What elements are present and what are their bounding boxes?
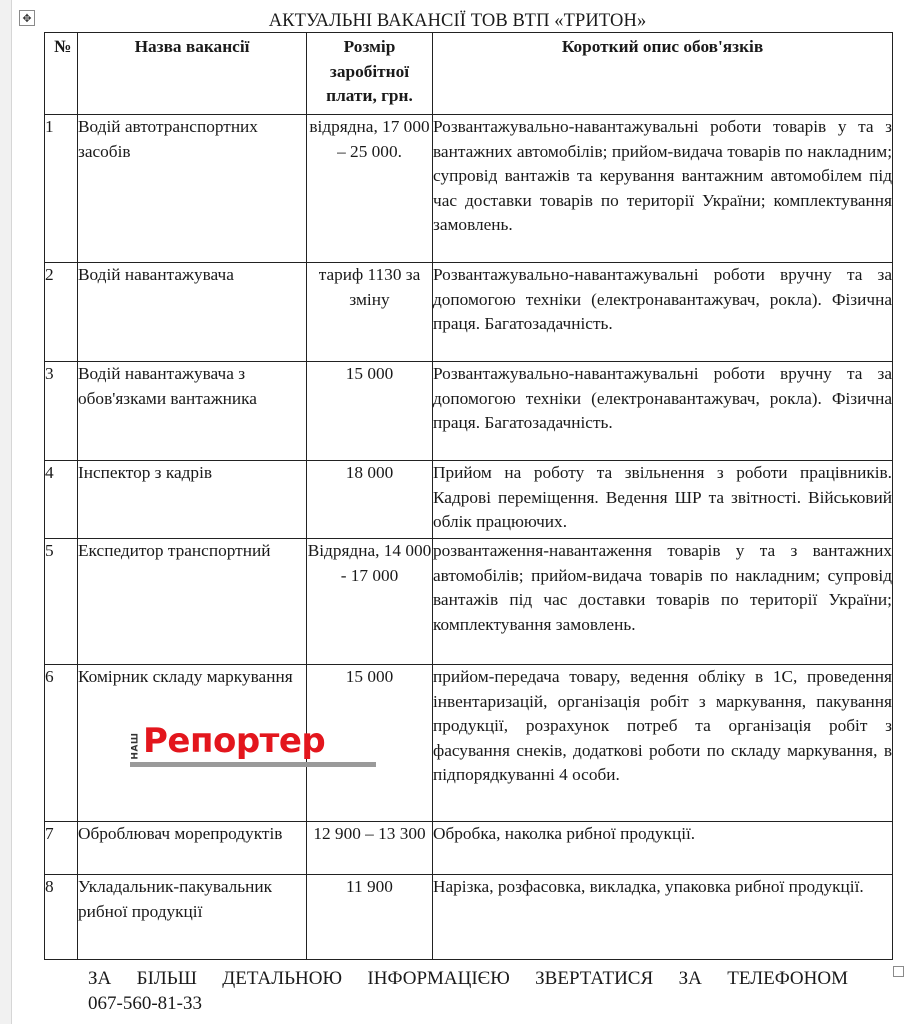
vacancy-title: Водій автотранспортних засобів <box>78 115 307 263</box>
vacancy-description: прийом-передача товару, ведення обліку в 1С, проведення інвентаризацій, організація робіт з маркування, пакування продукції, розрахунок потреб та організація робіт з фасування снеків, додаткові роботи по складу маркування, в підпорядкуванні 4 особи. <box>433 665 893 822</box>
watermark-logo <box>130 723 380 767</box>
vacancy-description: Нарізка, розфасовка, викладка, упаковка рибної продукції. <box>433 875 893 960</box>
column-header-description: Короткий опис обов'язків <box>433 33 893 115</box>
contact-footer <box>88 967 848 1017</box>
vacancy-title: Водій навантажувача з обов'язками вантажника <box>78 362 307 461</box>
footer-phone: 067-560-81-33 <box>88 992 202 1014</box>
vacancy-number: 1 <box>45 115 78 263</box>
table-header-row <box>45 33 893 115</box>
vacancy-description: Розвантажувально-навантажувальні роботи товарів у та з вантажних автомобілів; прийом-видача товарів по накладним; супровід вантажів та керування вантажним автомобілем під час доставки товарів по території України; комплектування замовлень. <box>433 115 893 263</box>
vacancy-number: 3 <box>45 362 78 461</box>
vacancy-number: 5 <box>45 539 78 665</box>
vacancy-title: Оброблювач морепродуктів <box>78 822 307 875</box>
document-title: АКТУАЛЬНІ ВАКАНСІЇ ТОВ ВТП «ТРИТОН» <box>268 11 647 31</box>
vacancy-title: Інспектор з кадрів <box>78 461 307 539</box>
vacancy-salary: 15 000 <box>307 665 433 822</box>
vacancy-title: Укладальник-пакувальник рибної продукції <box>78 875 307 960</box>
vacancy-number: 4 <box>45 461 78 539</box>
vacancy-description: Розвантажувально-навантажувальні роботи вручну та за допомогою техніки (електронавантажувач, рокла). Фізична праця. Багатозадачність. <box>433 362 893 461</box>
table-row <box>45 461 893 539</box>
column-header-salary: Розмір заробітної плати, грн. <box>307 33 433 115</box>
vacancy-salary: тариф 1130 за зміну <box>307 263 433 362</box>
watermark-big-text: Репортер <box>143 721 326 761</box>
table-row <box>45 115 893 263</box>
vacancy-salary: 12 900 – 13 300 <box>307 822 433 875</box>
vacancy-salary: відрядна, 17 000 – 25 000. <box>307 115 433 263</box>
watermark-small-text: НАШ <box>131 732 141 760</box>
vacancy-number: 7 <box>45 822 78 875</box>
vacancy-number: 6 <box>45 665 78 822</box>
vacancy-salary: Відрядна, 14 000 - 17 000 <box>307 539 433 665</box>
table-row <box>45 875 893 960</box>
left-margin-ruler <box>0 0 12 1024</box>
vacancy-title: Комірник складу маркування <box>78 665 307 822</box>
vacancy-description: Прийом на роботу та звільнення з роботи працівників. Кадрові переміщення. Ведення ШР та звітності. Військовий облік працюючих. <box>433 461 893 539</box>
vacancy-number: 2 <box>45 263 78 362</box>
vacancy-salary: 11 900 <box>307 875 433 960</box>
table-row <box>45 822 893 875</box>
vacancy-title: Експедитор транспортний <box>78 539 307 665</box>
table-row <box>45 539 893 665</box>
vacancy-description: Розвантажувально-навантажувальні роботи вручну та за допомогою техніки (електронавантажувач, рокла). Фізична праця. Багатозадачність. <box>433 263 893 362</box>
table-resize-handle-icon[interactable] <box>893 966 904 977</box>
table-move-handle-icon[interactable]: ✥ <box>19 10 35 26</box>
footer-text: ЗА БІЛЬШ ДЕТАЛЬНОЮ ІНФОРМАЦІЄЮ ЗВЕРТАТИСЯ ЗА ТЕЛЕФОНОМ <box>88 968 848 989</box>
watermark-underline <box>130 762 376 767</box>
table-row <box>45 362 893 461</box>
vacancy-number: 8 <box>45 875 78 960</box>
vacancy-title: Водій навантажувача <box>78 263 307 362</box>
column-header-title: Назва вакансії <box>78 33 307 115</box>
vacancy-salary: 15 000 <box>307 362 433 461</box>
column-header-number: № <box>45 33 78 115</box>
table-row <box>45 263 893 362</box>
vacancy-description: розвантаження-навантаження товарів у та з вантажних автомобілів; прийом-видача товарів по накладним; супровід вантажів під час доставки товарів по території України; комплектування замовлень. <box>433 539 893 665</box>
vacancy-description: Обробка, наколка рибної продукції. <box>433 822 893 875</box>
vacancy-salary: 18 000 <box>307 461 433 539</box>
vacancies-table <box>44 32 893 960</box>
